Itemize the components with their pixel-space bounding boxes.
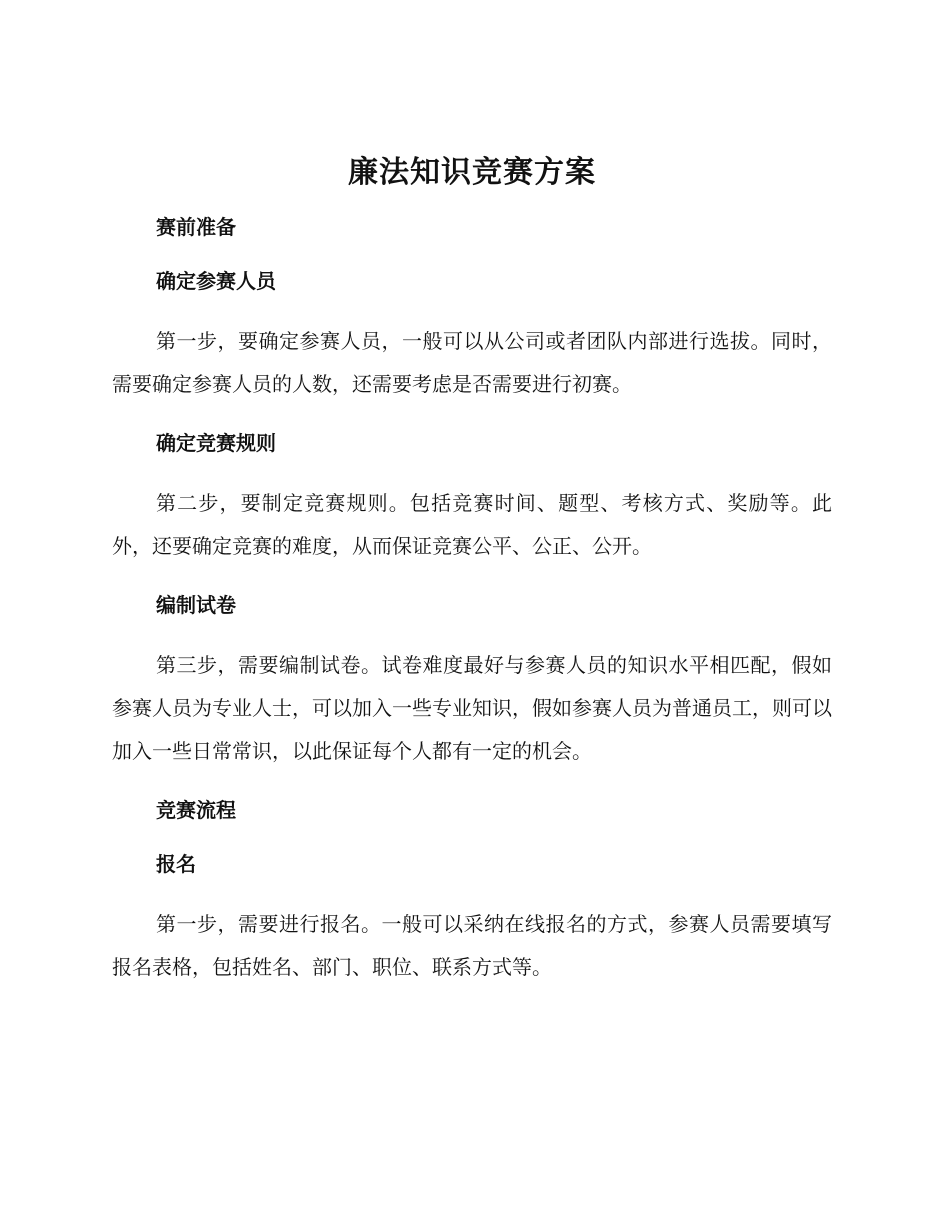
section-heading-exam-paper: 编制试卷 <box>156 593 236 617</box>
section-heading-registration: 报名 <box>156 852 196 876</box>
document-title: 廉法知识竞赛方案 <box>348 155 596 190</box>
paragraph-participants: 第一步，要确定参赛人员，一般可以从公司或者团队内部进行选拔。同时，需要确定参赛人员的人数，还需要考虑是否需要进行初赛。 <box>112 329 832 396</box>
paragraph-registration: 第一步，需要进行报名。一般可以采纳在线报名的方式，参赛人员需要填写报名表格，包括姓名、部门、职位、联系方式等。 <box>112 912 832 979</box>
document-page <box>112 148 832 1011</box>
section-heading-preparation: 赛前准备 <box>156 215 236 239</box>
section-heading-participants: 确定参赛人员 <box>156 269 276 293</box>
paragraph-rules: 第二步，要制定竞赛规则。包括竞赛时间、题型、考核方式、奖励等。此外，还要确定竞赛的难度，从而保证竞赛公平、公正、公开。 <box>112 491 832 558</box>
section-heading-process: 竞赛流程 <box>156 798 236 822</box>
section-heading-rules: 确定竞赛规则 <box>156 431 276 455</box>
paragraph-exam-paper: 第三步，需要编制试卷。试卷难度最好与参赛人员的知识水平相匹配，假如参赛人员为专业人士，可以加入一些专业知识，假如参赛人员为普通员工，则可以加入一些日常常识，以此保证每个人都有一定的机会。 <box>112 653 832 763</box>
